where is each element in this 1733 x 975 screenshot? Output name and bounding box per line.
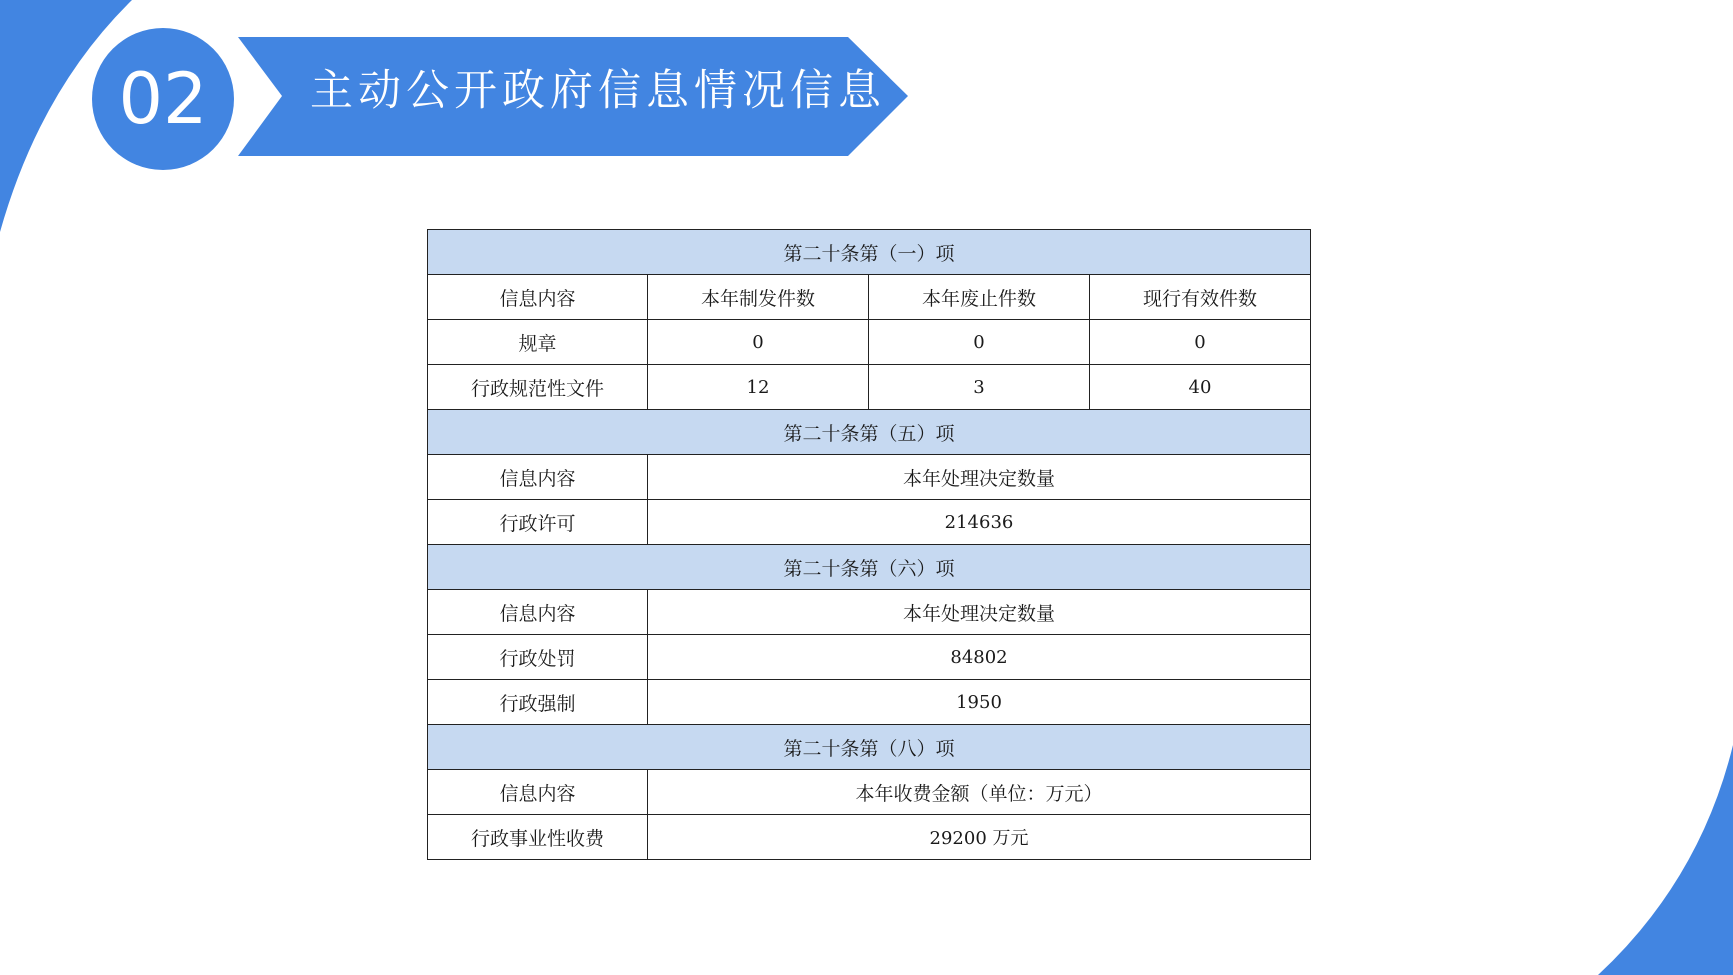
table-row [428, 635, 1311, 680]
header-cell: 本年收费金额（单位：万元） [648, 770, 1311, 815]
row-label: 行政强制 [428, 680, 648, 725]
section-title: 第二十条第（六）项 [428, 545, 1311, 590]
page-title: 主动公开政府信息情况信息 [310, 66, 886, 116]
row-label: 规章 [428, 320, 648, 365]
section-number: 02 [118, 58, 208, 140]
table-row [428, 680, 1311, 725]
header-cell: 本年废止件数 [869, 275, 1090, 320]
value-cell: 214636 [648, 500, 1311, 545]
section-row [428, 230, 1311, 275]
table-row [428, 815, 1311, 860]
section-title: 第二十条第（八）项 [428, 725, 1311, 770]
table-header-row [428, 770, 1311, 815]
header-cell: 信息内容 [428, 275, 648, 320]
section-row [428, 410, 1311, 455]
table-header-row [428, 590, 1311, 635]
value-cell: 29200 万元 [648, 815, 1311, 860]
value-cell: 0 [1090, 320, 1311, 365]
header-cell: 本年处理决定数量 [648, 455, 1311, 500]
table-row [428, 365, 1311, 410]
value-cell: 1950 [648, 680, 1311, 725]
value-cell: 40 [1090, 365, 1311, 410]
table-row [428, 500, 1311, 545]
row-label: 行政规范性文件 [428, 365, 648, 410]
value-cell: 3 [869, 365, 1090, 410]
row-label: 行政处罚 [428, 635, 648, 680]
row-label: 行政事业性收费 [428, 815, 648, 860]
header-cell: 本年处理决定数量 [648, 590, 1311, 635]
table-header-row [428, 455, 1311, 500]
value-cell: 84802 [648, 635, 1311, 680]
header-cell: 现行有效件数 [1090, 275, 1311, 320]
table-header-row [428, 275, 1311, 320]
section-row [428, 545, 1311, 590]
value-cell: 0 [648, 320, 869, 365]
header-cell: 信息内容 [428, 455, 648, 500]
header-cell: 信息内容 [428, 590, 648, 635]
row-label: 行政许可 [428, 500, 648, 545]
value-cell: 0 [869, 320, 1090, 365]
header-cell: 信息内容 [428, 770, 648, 815]
header-cell: 本年制发件数 [648, 275, 869, 320]
section-row [428, 725, 1311, 770]
section-title: 第二十条第（一）项 [428, 230, 1311, 275]
section-title: 第二十条第（五）项 [428, 410, 1311, 455]
section-number-badge [92, 28, 234, 170]
info-table [427, 229, 1311, 860]
table-row [428, 320, 1311, 365]
value-cell: 12 [648, 365, 869, 410]
